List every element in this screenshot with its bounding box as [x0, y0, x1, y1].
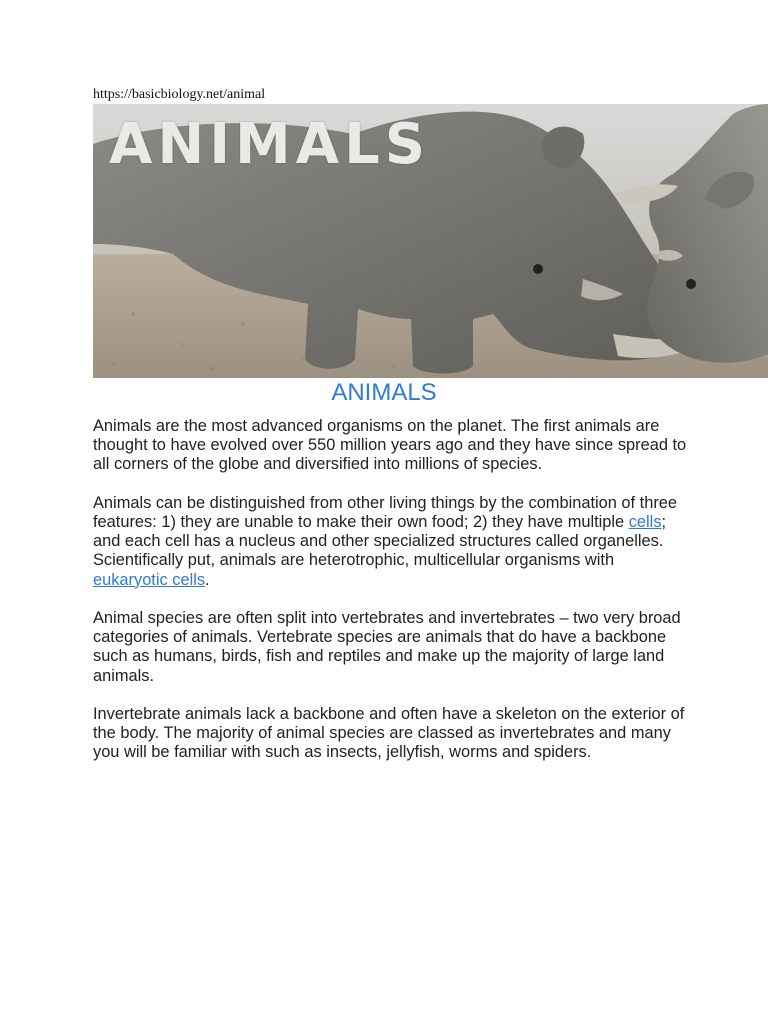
paragraph-features [93, 494, 693, 590]
article-body [93, 417, 693, 782]
hero-image [93, 104, 768, 378]
paragraph-features-text-2: ; and each cell has a nucleus and other specialized structures called organelles. Scientifically put, animals are heterotrophic, multicellular organisms with [93, 513, 667, 570]
paragraph-features-text-3: . [205, 570, 210, 589]
cells-link[interactable]: cells [628, 513, 662, 531]
source-url[interactable]: https://basicbiology.net/animal [93, 87, 266, 102]
eukaryotic-cells-link[interactable]: eukaryotic cells [93, 570, 206, 589]
paragraph-intro: Animals are the most advanced organisms on the planet. The first animals are thought to have evolved over 550 million years ago and they have since spread to all corners of the globe and diversified into millions of species. [93, 417, 687, 474]
paragraph-features-text-1: Animals can be distinguished from other living things by the combination of three features: 1) they are unable to make their own food; 2) they have multiple [93, 493, 678, 531]
page-title: ANIMALS [331, 379, 437, 406]
paragraph-invertebrates: Invertebrate animals lack a backbone and often have a skeleton on the exterior of the body. The majority of animal species are classed as invertebrates and many you will be familiar with such as insects, jellyfish, worms and spiders. [93, 705, 685, 762]
paragraph-vertebrates: Animal species are often split into vertebrates and invertebrates – two very broad categories of animals. Vertebrate species are animals that do have a backbone such as humans, birds, fish and reptiles and make up the majority of large land animals. [93, 609, 681, 685]
hero-title: ANIMALS [109, 112, 431, 177]
